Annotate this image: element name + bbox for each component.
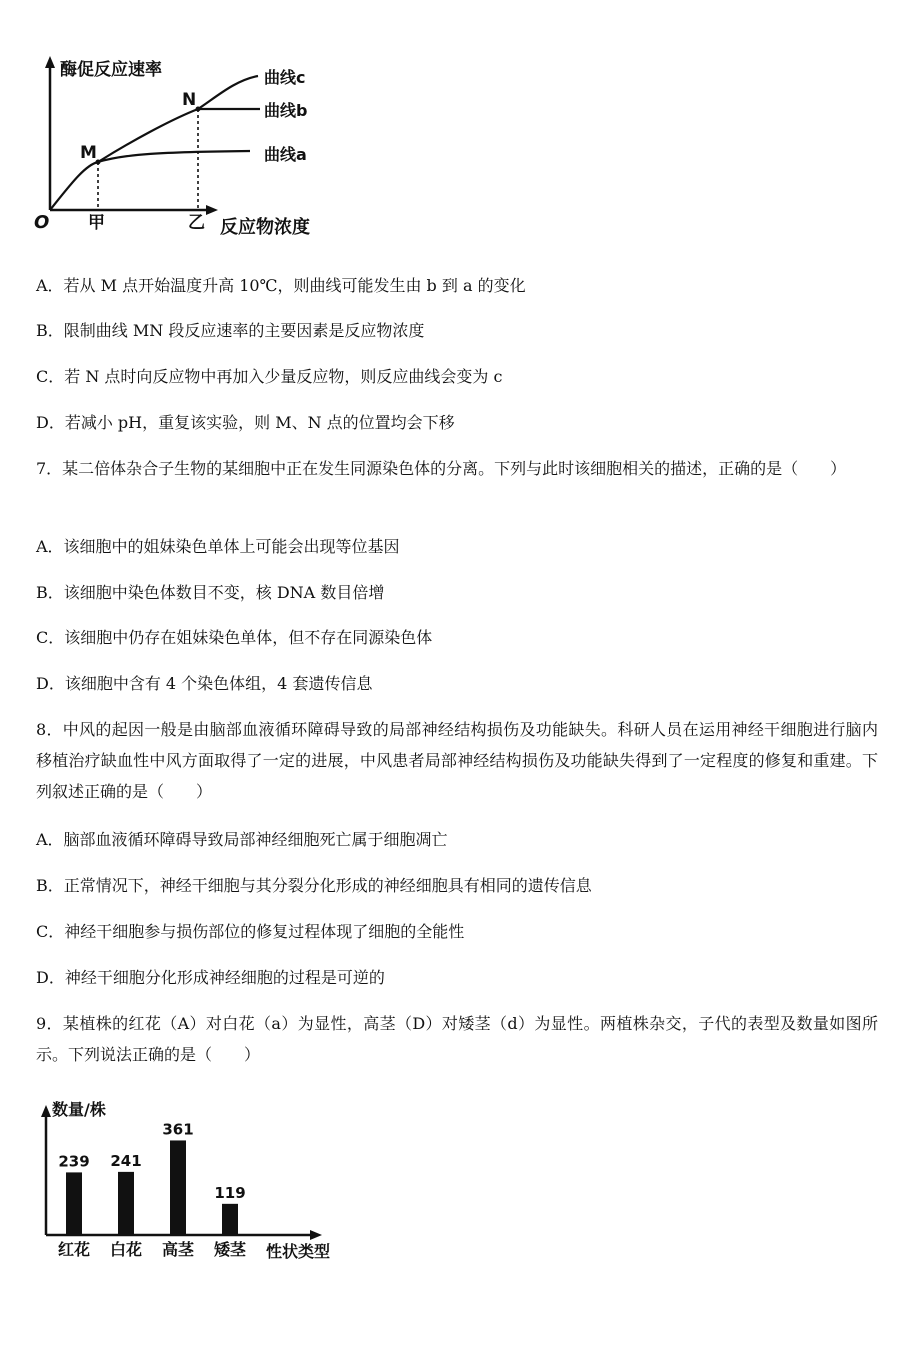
x-mark-yi: 乙: [188, 213, 205, 233]
q8-stem: 8．中风的起因一般是由脑部血液循环障碍导致的局部神经结构损伤及功能缺失。科研人员在运用神经干细胞进行脑内移植治疗缺血性中风方面取得了一定的进展，中风患者局部神经结构损伤及功能缺失得到了一定程度的修复和重建。下列叙述正确的是（ ）: [36, 720, 878, 801]
origin-label: O: [34, 212, 50, 233]
category-tick-label: 高茎: [161, 1240, 195, 1259]
q6-option-a: A．若从 M 点开始温度升高 10℃，则曲线可能发生由 b 到 a 的变化: [36, 276, 526, 295]
x-axis-arrow-icon: [206, 205, 218, 215]
q8-option-c: C．神经干细胞参与损伤部位的修复过程体现了细胞的全能性: [36, 922, 465, 941]
bar-value-label: 241: [110, 1151, 142, 1170]
q7-stem: 7．某二倍体杂合子生物的某细胞中正在发生同源染色体的分离。下列与此时该细胞相关的描述，正确的是（ ）: [36, 459, 847, 478]
point-m-label: M: [80, 143, 97, 163]
curve-a-label: 曲线a: [264, 145, 307, 164]
curve-c: [198, 76, 258, 109]
bar-0: [66, 1172, 82, 1235]
q7-option-a: A．该细胞中的姐妹染色单体上可能会出现等位基因: [36, 537, 400, 556]
y-axis-label: 数量/株: [52, 1100, 106, 1119]
point-n-label: N: [182, 90, 197, 110]
q7-option-d: D．该细胞中含有 4 个染色体组，4 套遗传信息: [36, 674, 373, 693]
enzyme-rate-chart: [30, 50, 350, 250]
q7-option-b: B．该细胞中染色体数目不变，核 DNA 数目倍增: [36, 583, 385, 602]
q8-option-b: B．正常情况下，神经干细胞与其分裂分化形成的神经细胞具有相同的遗传信息: [36, 876, 592, 895]
curve-b: [98, 109, 260, 162]
q6-option-c: C．若 N 点时向反应物中再加入少量反应物，则反应曲线会变为 c: [36, 367, 503, 386]
point-n: [196, 107, 201, 112]
bar-value-label: 119: [214, 1183, 246, 1202]
curve-c-label: 曲线c: [264, 68, 306, 87]
q7-option-c: C．该细胞中仍存在姐妹染色单体，但不存在同源染色体: [36, 628, 433, 647]
category-tick-label: 矮茎: [213, 1240, 247, 1259]
y-axis-arrow-icon: [45, 56, 55, 68]
x-axis-label: 性状类型: [266, 1242, 331, 1261]
category-tick-label: 红花: [57, 1240, 91, 1259]
q6-option-d: D．若减小 pH，重复该实验，则 M、N 点的位置均会下移: [36, 413, 455, 432]
x-axis-label: 反应物浓度: [220, 217, 310, 238]
curve-b-label: 曲线b: [264, 101, 308, 120]
y-axis-label: 酶促反应速率: [60, 60, 162, 80]
x-mark-jia: 甲: [88, 213, 105, 233]
bar-value-label: 239: [58, 1152, 90, 1171]
q6-option-b: B．限制曲线 MN 段反应速率的主要因素是反应物浓度: [36, 321, 425, 340]
bar-2: [170, 1140, 186, 1235]
category-tick-label: 白花: [109, 1240, 143, 1259]
bar-1: [118, 1172, 134, 1235]
q8-option-d: D．神经干细胞分化形成神经细胞的过程是可逆的: [36, 968, 385, 987]
x-axis-arrow-icon: [310, 1230, 322, 1240]
phenotype-bar-chart: [36, 1095, 356, 1275]
q9-stem: 9．某植株的红花（A）对白花（a）为显性，高茎（D）对矮茎（d）为显性。两植株杂交，子代的表型及数量如图所示。下列说法正确的是（ ）: [36, 1014, 878, 1064]
bar-3: [222, 1204, 238, 1235]
y-axis-arrow-icon: [41, 1105, 51, 1117]
bar-value-label: 361: [162, 1120, 194, 1139]
q8-option-a: A．脑部血液循环障碍导致局部神经细胞死亡属于细胞凋亡: [36, 830, 448, 849]
